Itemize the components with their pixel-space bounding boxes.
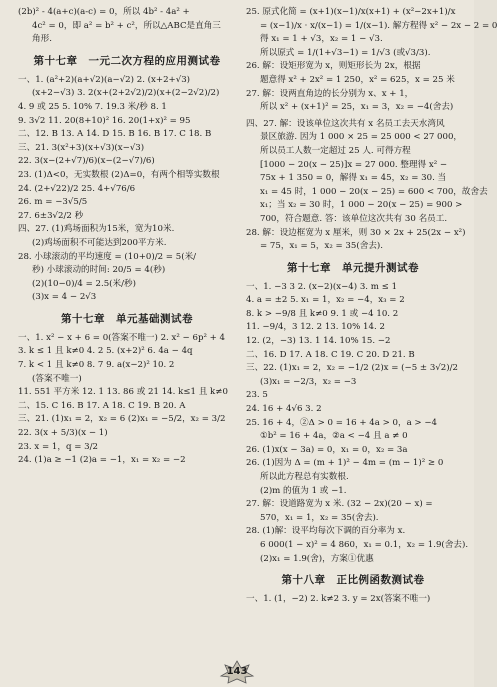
section-title-basic-test: 第十七章 单元基础测试卷 [61, 312, 193, 325]
answer-line: 所以此方程总有实数根. [260, 472, 349, 482]
answer-line: 570，x₁ = 1，x₂ = 35(舍去). [260, 512, 379, 523]
answer-line: 27. 解：设道路宽为 x 米. (32 − 2x)(20 − x) = [246, 499, 433, 510]
answer-line: (x+2−√3) 3. 2(x+(2+2√2)/2)(x+(2−2√2)/2) [32, 88, 220, 99]
answer-line: [1000 − 20(x − 25)]x = 27 000. 整理得 x² − [260, 159, 448, 170]
answer-line: 题意得 x² + 2x² = 1 250，x² = 625，x = 25 米 [260, 74, 455, 85]
answer-line: 26. 解：设矩形宽为 x，则矩形长为 2x，根据 [246, 61, 421, 72]
answers-continued [246, 6, 497, 115]
answer-line: x₁ = 45 时，1 000 − 20(x − 25) = 600 < 700，故舍去 [260, 186, 488, 197]
answer-line: 一、1. −3 3 2. (x−2)(x−4) 3. m ≤ 1 [246, 281, 398, 292]
intro-block [18, 6, 236, 47]
section-title-equation-application: 第十七章 一元二次方程的应用测试卷 [33, 54, 221, 67]
answer-line: 28. 解：设边框宽为 x 厘米，则 30 × 2x + 25(2x − x²) [246, 227, 466, 238]
answer-line: 所以原式 = 1/(1+√3−1) = 1/√3 (或√3/3). [260, 47, 431, 58]
answer-line: 23. x = 1，q = 3/2 [18, 441, 98, 452]
answer-line: 28. (1)解：设平均每次下调的百分率为 x. [246, 526, 406, 537]
answer-line: 4c² = 0，即 a² = b² + c²，所以△ABC是直角三 [32, 20, 221, 31]
answer-line: 22. 3(x−(2+√7)/6)(x−(2−√7)/6) [18, 156, 155, 167]
answer-line: 四、27. 解：设该单位这次共有 x 名员工去天水湾风 [246, 118, 445, 129]
answer-line: 三、21. 3(x²+3)(x+√3)(x−√3) [18, 142, 145, 153]
answer-line: 4. a = ±2 5. x₁ = 1，x₂ = −4，x₃ = 2 [246, 295, 405, 306]
answer-line: 75x + 1 350 = 0，解得 x₁ = 45，x₂ = 30. 当 [260, 173, 447, 184]
answer-line: 3. k ≤ 1 且 k≠0 4. 2 5. (x+2)² 6. 4a − 4q [18, 346, 193, 357]
left-column [18, 6, 236, 468]
answer-line: 二、15. C 16. B 17. A 18. C 19. B 20. A [18, 400, 186, 411]
answer-line: 6 000(1 − x)² = 4 860，x₁ = 0.1，x₂ = 1.9(舍去). [260, 539, 469, 550]
answer-line: 23. (1)Δ<0，无实数根 (2)Δ=0，有两个相等实数根 [18, 169, 220, 180]
answer-line: x₁；当 x₂ = 30 时，1 000 − 20(x − 25) = 900 > [260, 200, 463, 211]
answer-line: 所以 x² + (x+1)² = 25，x₁ = 3，x₂ = −4(舍去) [260, 102, 454, 113]
answer-line: (2)鸡场面积不可能达到200平方米. [32, 237, 167, 248]
answer-line: 25. 16 + 4，②Δ > 0 = 16 + 4a > 0，a > −4 [246, 417, 438, 428]
answer-line: 7. k < 1 且 k≠0 8. 7 9. a(x−2)² 10. 2 [18, 360, 175, 371]
answer-line: 景区旅游. 因为 1 000 × 25 = 25 000 < 27 000， [260, 132, 463, 143]
answer-line: 4. 9 或 25 5. 10% 7. 19.3 米/秒 8. 1 [18, 101, 167, 112]
section-body-basic-test [18, 332, 236, 468]
answer-line: 12. (2，−3) 13. 1 14. 10% 15. −2 [246, 336, 391, 347]
section-title-proportional-function: 第十八章 正比例函数测试卷 [281, 574, 425, 587]
answer-line: 22. 3(x + 5/3)(x − 1) [18, 428, 108, 439]
page-number [212, 660, 262, 684]
answer-line: 27. 解：设两直角边的长分别为 x、x + 1， [246, 88, 414, 99]
section-body-equation-application [18, 74, 236, 224]
section-title-improvement-test: 第十七章 单元提升测试卷 [287, 261, 419, 274]
answer-line: (3)x = 4 − 2√3 [32, 292, 97, 303]
answer-line: = (x−1)/x · x/(x−1) = 1/(x−1). 解方程得 x² − 2x − 2 = 0 [260, 20, 497, 31]
answer-line: 24. 16 + 4√6 3. 2 [246, 404, 322, 415]
answer-line: (答案不唯一) [32, 373, 82, 384]
answer-line: 24. (2+√22)/2 25. 4+√76/6 [18, 183, 136, 194]
right-column [246, 6, 497, 607]
answer-line: 11. 551 平方米 12. 1 13. 86 或 21 14. k≤1 且 k≠0 [18, 387, 228, 398]
answers-word-problems [246, 118, 488, 254]
answer-line: 秒) 小球滚动的时间: 20/5 = 4(秒) [32, 265, 166, 276]
answer-line: 二、12. B 13. A 14. D 15. B 16. B 17. C 18. B [18, 129, 212, 140]
answer-line: 三、22. (1)x₁ = 2，x₂ = −1/2 (2)x = (−5 ± 3√2)/2 [246, 363, 458, 374]
answer-line: 所以员工人数一定超过 25 人. 可得方程 [260, 145, 411, 156]
answer-line: (2)x₁ = 1.9(舍)，方案①优惠 [260, 553, 374, 564]
answer-line: 26. m = −3√5/5 [18, 197, 88, 208]
answer-line: 26. (1)因为 Δ = (m + 1)² − 4m = (m − 1)² ≥ 0 [246, 458, 444, 469]
answer-line: 得 x₁ = 1 + √3，x₂ = 1 − √3. [260, 34, 383, 45]
answer-line: 700，符合题意. 答：该单位这次共有 30 名员工. [260, 213, 448, 224]
answer-line: 8. k > −9/8 且 k≠0 9. 1 或 −4 10. 2 [246, 308, 399, 319]
answer-line: 23. 5 [246, 390, 268, 401]
answer-line: 27. 6±3√2/2 秒 [18, 210, 84, 221]
page-number-text: 143 [226, 666, 248, 677]
answer-line: 26. (1)x(x − 3a) = 0，x₁ = 0，x₂ = 3a [246, 444, 408, 455]
answer-line: 24. (1)a ≥ −1 (2)a = −1，x₁ = x₂ = −2 [18, 455, 186, 466]
section-body-proportional-function [246, 593, 460, 607]
answer-line: (2)(10−0)/4 = 2.5(米/秒) [32, 278, 136, 289]
answer-line: 28. 小球滚动的平均速度 = (10+0)/2 = 5(米/ [18, 251, 197, 262]
answer-line: 一、1. (1，−2) 2. k≠2 3. y = 2x(答案不唯一) [246, 594, 431, 605]
answer-line: 角形. [32, 34, 52, 45]
answer-line: 一、1. (a²+2)(a+√2)(a−√2) 2. (x+2+√3) [18, 74, 191, 85]
section-body-improvement-test [246, 281, 469, 566]
answer-line: (3)x₁ = −2/3，x₂ = −3 [260, 376, 357, 387]
answer-line: 二、16. D 17. A 18. C 19. C 20. D 21. B [246, 349, 415, 360]
answer-line: = 75，x₁ = 5，x₂ = 35(舍去). [260, 241, 383, 252]
answer-line: 11. −9/4，3 12. 2 13. 10% 14. 2 [246, 322, 385, 333]
answer-line: ①b² = 16 + 4a，②a < −4 且 a ≠ 0 [260, 431, 408, 442]
answer-line: (2)m 的值为 1 或 −1. [260, 485, 347, 496]
answer-line: 25. 原式化简 = (x+1)(x−1)/x(x+1) + (x²−2x+1)/x [246, 7, 456, 17]
answer-line: 9. 3√2 11. 20(8+10)² 16. 20(1+x)² = 95 [18, 115, 191, 126]
answer-line: (2b)² - 4(a+c)(a-c) = 0，所以 4b² - 4a² + [18, 7, 190, 17]
answer-line: 三、21. (1)x₁ = 2，x₂ = 6 (2)x₁ = −5/2，x₂ = 3/2 [18, 414, 226, 425]
section-body-problems [18, 223, 236, 305]
answer-line: 一、1. x² − x + 6 = 0(答案不唯一) 2. x² − 6p² + 4 [18, 332, 226, 343]
answer-line: 四、27. (1)鸡场面积为15米，宽为10米. [18, 224, 175, 235]
